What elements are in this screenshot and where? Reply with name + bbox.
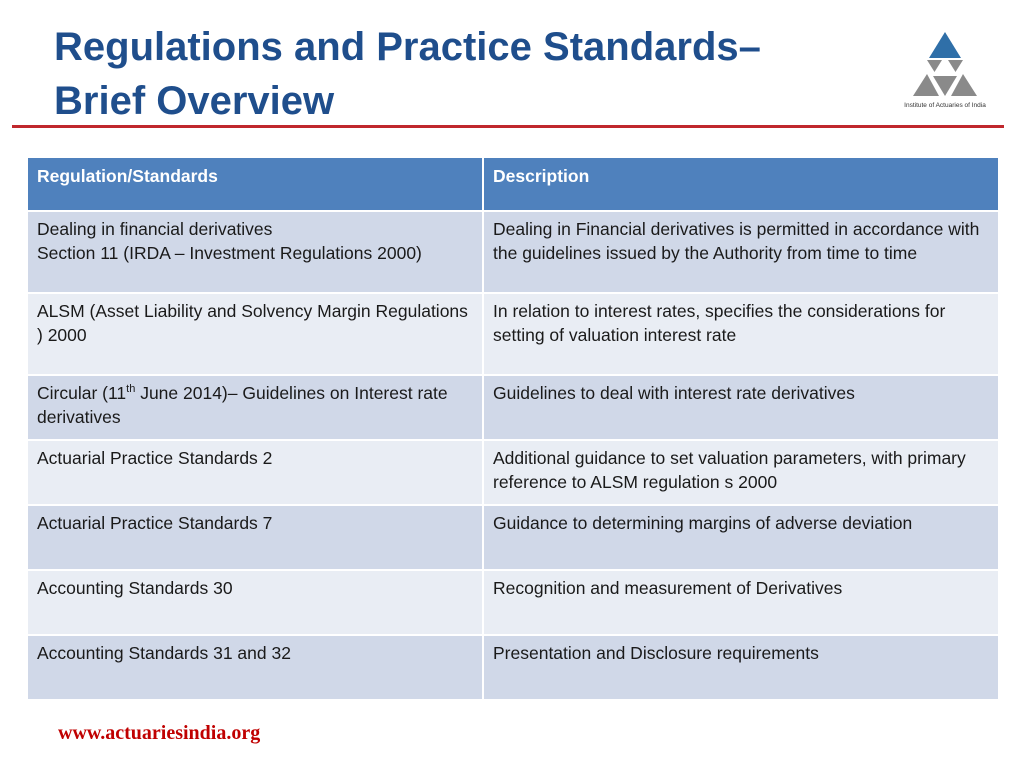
title-divider (12, 125, 1004, 128)
regulation-text-pre: Circular (11 (37, 383, 127, 403)
table-row (27, 440, 999, 505)
regulations-table (26, 156, 1000, 701)
regulation-line: Dealing in financial derivatives (37, 219, 273, 239)
regulation-line: Section 11 (IRDA – Investment Regulations 2000) (37, 242, 422, 263)
description-cell: Additional guidance to set valuation parameters, with primary reference to ALSM regulation s 2000 (483, 440, 999, 505)
regulation-cell: Actuarial Practice Standards 2 (27, 440, 483, 505)
regulation-superscript: th (126, 383, 136, 396)
regulation-cell (27, 375, 483, 440)
description-cell: Guidelines to deal with interest rate derivatives (483, 375, 999, 440)
footer-url[interactable]: www.actuariesindia.org (58, 722, 261, 744)
logo-text: Institute of Actuaries of India (904, 102, 986, 109)
header-regulation: Regulation/Standards (27, 157, 483, 211)
description-cell: Dealing in Financial derivatives is permitted in accordance with the guidelines issued by the Authority from time to time (483, 211, 999, 293)
table-row (27, 505, 999, 570)
table-row (27, 570, 999, 635)
description-cell: Recognition and measurement of Derivatives (483, 570, 999, 635)
description-cell: Guidance to determining margins of adverse deviation (483, 505, 999, 570)
header-description: Description (483, 157, 999, 211)
description-cell: Presentation and Disclosure requirements (483, 635, 999, 700)
table-row (27, 293, 999, 375)
regulation-cell (27, 211, 483, 293)
table-row (27, 211, 999, 293)
logo-triangle-icon (909, 30, 981, 100)
regulation-cell: Accounting Standards 30 (27, 570, 483, 635)
regulation-cell: Actuarial Practice Standards 7 (27, 505, 483, 570)
slide-title (54, 20, 761, 128)
table-row (27, 635, 999, 700)
table-header-row (27, 157, 999, 211)
title-line-2: Brief Overview (54, 79, 335, 123)
table-row (27, 375, 999, 440)
regulation-cell: ALSM (Asset Liability and Solvency Margin Regulations ) 2000 (27, 293, 483, 375)
title-line-1: Regulations and Practice Standards– (54, 25, 761, 69)
regulation-text-post: June 2014)– Guidelines on Interest rate derivatives (37, 383, 448, 427)
description-cell: In relation to interest rates, specifies the considerations for setting of valuation interest rate (483, 293, 999, 375)
regulation-cell: Accounting Standards 31 and 32 (27, 635, 483, 700)
iai-logo (896, 30, 994, 114)
